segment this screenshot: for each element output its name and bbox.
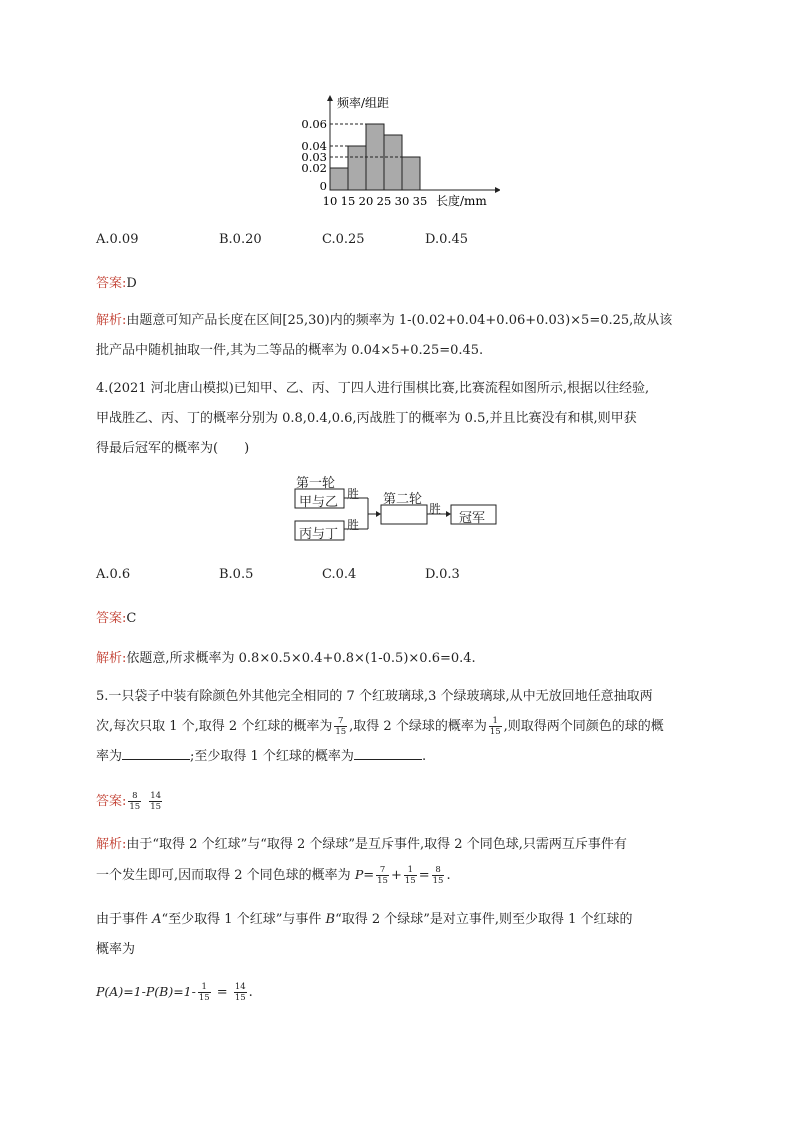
round2-label: 第二轮: [383, 492, 423, 507]
y-axis-label: 频率/组距: [337, 96, 390, 110]
win-label: 胜: [429, 502, 442, 516]
x-axis-arrow: [495, 187, 500, 193]
y-tick-label: 0.04: [301, 139, 327, 153]
analysis-label: 解析:: [96, 651, 127, 666]
analysis-line: 由于事件 A“至少取得 1 个红球”与事件 B“取得 2 个绿球”是对立事件,则至少取得 1 个红球的: [96, 912, 633, 927]
analysis-line: 批产品中随机抽取一件,其为二等品的概率为 0.04×5+0.25=0.45.: [96, 343, 484, 358]
champion-box: 冠军: [459, 511, 486, 526]
question-line: 甲战胜乙、丙、丁的概率分别为 0.8,0.4,0.6,丙战胜丁的概率为 0.5,并且比赛没有和棋,则甲获: [96, 411, 637, 426]
fraction-8-15: $\frac{8}{15}$: [129, 791, 141, 812]
q4-option-d: D.0.3: [425, 567, 460, 582]
answer-blank[interactable]: [122, 747, 190, 760]
histogram-bar: [402, 157, 420, 190]
histogram-chart: [300, 92, 500, 212]
y-axis-arrow: [327, 95, 333, 101]
analysis-line: 概率为: [96, 942, 136, 957]
question-line: 4.(2021 河北唐山模拟)已知甲、乙、丙、丁四人进行围棋比赛,比赛流程如图所示,根据以往经验,: [96, 381, 650, 396]
y-tick-label: 0: [319, 179, 327, 193]
tournament-diagram: [290, 470, 510, 550]
win-label: 胜: [347, 518, 360, 532]
q5-analysis: [96, 830, 627, 891]
q3-analysis: [96, 306, 672, 366]
fraction-8-15: $\frac{8}{15}$: [432, 865, 444, 886]
q4-stem: [96, 374, 649, 464]
answer-label: 答案:: [96, 794, 127, 809]
analysis-line: 由题意可知产品长度在区间[25,30)内的频率为 1-(0.02+0.04+0.06+0.03)×5=0.25,故从该: [126, 313, 673, 328]
q5-answer: [96, 790, 164, 812]
question-line: 率为 ;至少取得 1 个红球的概率为 .: [96, 749, 427, 764]
fraction-7-15: $\frac{7}{15}$: [377, 865, 388, 886]
q3-option-a: A.0.09: [96, 232, 139, 247]
q3-answer: [96, 272, 137, 291]
y-tick-label: 0.03: [301, 150, 327, 164]
x-tick-label: 20: [358, 194, 374, 208]
q5-analysis-2: [96, 905, 633, 965]
fraction-7-15: $\frac{7}{15}$: [335, 716, 347, 737]
question-line: 5.一只袋子中装有除颜色外其他完全相同的 7 个红玻璃球,3 个绿玻璃球,从中无放回地任意抽取两: [96, 689, 653, 704]
fraction-14-15: $\frac{14}{15}$: [234, 982, 246, 1003]
answer-label: 答案:: [96, 276, 127, 291]
q5-stem: [96, 682, 664, 772]
match1-box: 甲与乙: [299, 495, 339, 510]
fraction-1-15: $\frac{1}{15}$: [198, 982, 210, 1003]
x-tick-label: 30: [394, 194, 410, 208]
q3-option-b: B.0.20: [219, 232, 262, 247]
analysis-line: 依题意,所求概率为 0.8×0.5×0.4+0.8×(1-0.5)×0.6=0.4.: [126, 651, 476, 666]
q4-option-c: C.0.4: [322, 567, 357, 582]
q4-option-a: A.0.6: [96, 567, 131, 582]
q4-answer: [96, 607, 136, 626]
x-tick-label: 15: [340, 194, 356, 208]
answer-value: D: [126, 276, 137, 291]
q3-option-c: C.0.25: [322, 232, 365, 247]
x-tick-label: 35: [412, 194, 428, 208]
analysis-line: 一个发生即可,因而取得 2 个同色球的概率为 P= $\frac{7}{15}$ + $\frac{1}{15}$ = $\frac{8}{15}$ .: [96, 865, 451, 886]
q4-option-b: B.0.5: [219, 567, 254, 582]
answer-value: C: [126, 611, 137, 626]
q5-formula: P(A)=1-P(B)=1- $\frac{1}{15}$ = $\frac{14}{15}$ .: [96, 982, 253, 1003]
question-line: 次,每次只取 1 个,取得 2 个红球的概率为 $\frac{7}{15}$ ,取得 2 个绿球的概率为 $\frac{1}{15}$ ,则取得两个同颜色的球的概: [96, 716, 664, 737]
y-tick-label: 0.02: [301, 161, 327, 175]
analysis-label: 解析:: [96, 313, 127, 328]
analysis-line: 由于“取得 2 个红球”与“取得 2 个绿球”是互斥事件,取得 2 个同色球,只需两互斥事件有: [126, 837, 627, 852]
fraction-1-15: $\frac{1}{15}$: [489, 716, 501, 737]
round1-label: 第一轮: [296, 476, 336, 491]
analysis-label: 解析:: [96, 837, 127, 852]
histogram-bar: [348, 146, 366, 190]
q4-analysis: [96, 647, 476, 666]
histogram-bar: [384, 135, 402, 190]
q3-option-d: D.0.45: [425, 232, 469, 247]
win-label: 胜: [347, 487, 360, 501]
x-tick-label: 10: [322, 194, 338, 208]
fraction-1-15: $\frac{1}{15}$: [404, 865, 416, 886]
match2-box: 丙与丁: [299, 527, 339, 542]
answer-blank[interactable]: [354, 747, 422, 760]
x-tick-label: 25: [376, 194, 392, 208]
histogram-bar: [330, 168, 348, 190]
x-axis-label: 长度/mm: [436, 194, 487, 208]
answer-label: 答案:: [96, 611, 127, 626]
question-line: 得最后冠军的概率为( ): [96, 441, 250, 456]
fraction-14-15: $\frac{14}{15}$: [150, 791, 162, 812]
y-tick-label: 0.06: [301, 117, 327, 131]
